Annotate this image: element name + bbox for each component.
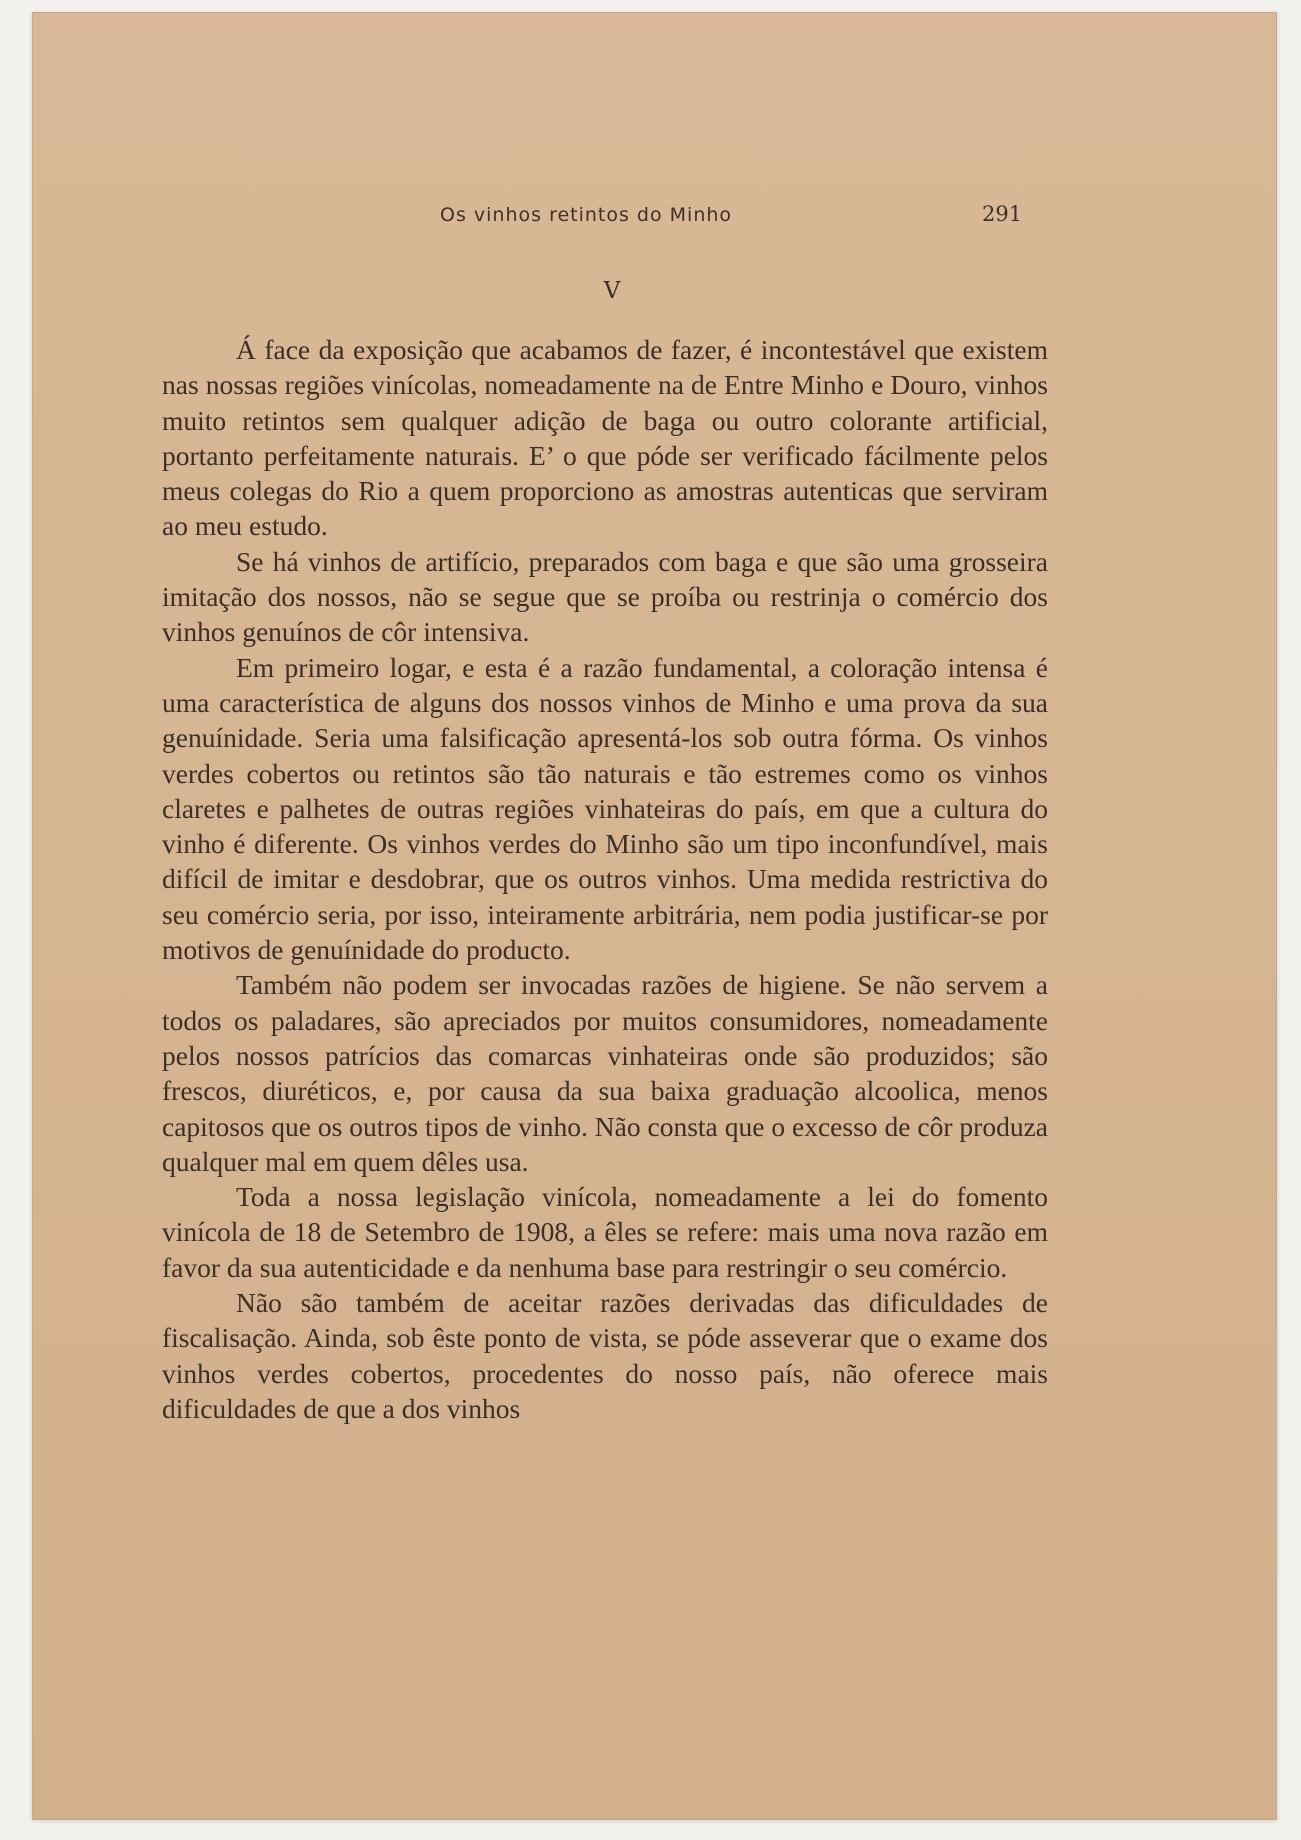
section-number: V — [603, 278, 621, 304]
paragraph-1: Á face da exposição que acabamos de fazer, é incontestável que existem nas nossas regiões vinícolas, nomeadamente na de Entre Minho e Douro, vinhos muito retintos sem qualquer adição de baga ou outro colorante artificial, portanto perfeitamente naturais. E’ o que póde ser verificado fácilmente pelos meus colegas do Rio a quem proporciono as amostras autenticas que serviram ao meu estudo. — [162, 334, 1048, 542]
book-page — [32, 12, 1277, 1820]
paragraph-5: Toda a nossa legislação vinícola, nomeadamente a lei do fomento vinícola de 18 de Setembro de 1908, a êles se refere: mais uma nova razão em favor da sua autenticidade e da nenhuma base para restringir o seu comércio. — [162, 1181, 1048, 1283]
running-head — [32, 204, 1277, 234]
body-text — [162, 332, 1048, 1426]
paragraph-6: Não são também de aceitar razões derivadas das dificuldades de fiscalisação. Ainda, sob êste ponto de vista, se póde asseverar que o exame dos vinhos verdes cobertos, procedentes do nosso país, não oferece mais dificuldades de que a dos vinhos — [162, 1287, 1048, 1424]
paragraph-4: Também não podem ser invocadas razões de higiene. Se não servem a todos os paladares, são apreciados por muitos consumidores, nomeadamente pelos nossos patrícios das comarcas vinhateiras onde são produzidos; são frescos, diuréticos, e, por causa da sua baixa graduação alcoolica, menos capitosos que os outros tipos de vinho. Não consta que o excesso de côr produza qualquer mal em quem dêles usa. — [162, 969, 1048, 1177]
running-title: Os vinhos retintos do Minho — [440, 204, 733, 226]
page-number: 291 — [982, 202, 1023, 226]
paragraph-3: Em primeiro logar, e esta é a razão fundamental, a coloração intensa é uma característica de alguns dos nossos vinhos de Minho e uma prova da sua genuínidade. Seria uma falsificação apresentá-los sob outra fórma. Os vinhos verdes cobertos ou retintos são tão naturais e tão estremes como os vinhos claretes e palhetes de outras regiões vinhateiras do país, em que a cultura do vinho é diferente. Os vinhos verdes do Minho são um tipo inconfundível, mais difícil de imitar e desdobrar, que os outros vinhos. Uma medida restrictiva do seu comércio seria, por isso, inteiramente arbitrária, nem podia justificar-se por motivos de genuínidade do producto. — [162, 651, 1048, 966]
paragraph-2: Se há vinhos de artifício, preparados com baga e que são uma grosseira imitação dos nossos, não se segue que se proíba ou restrinja o comércio dos vinhos genuínos de côr intensiva. — [162, 545, 1048, 648]
